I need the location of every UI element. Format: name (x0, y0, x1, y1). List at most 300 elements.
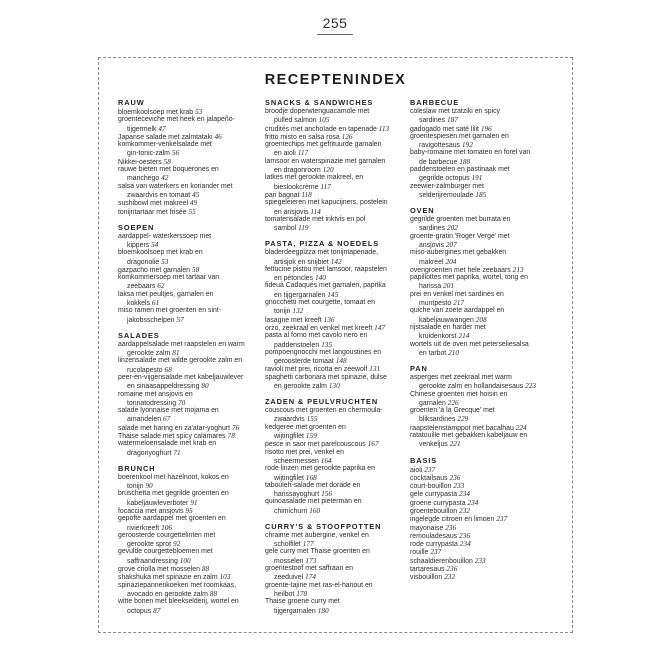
entry-line (118, 174, 260, 182)
entry-text: salsa van waterkers en koriander met (118, 182, 233, 190)
page-ref: 62 (157, 281, 165, 291)
entry-line (118, 607, 260, 615)
page-ref: 88 (209, 588, 218, 598)
index-entry (118, 440, 260, 457)
entry-line (410, 532, 565, 540)
entry-line (410, 482, 565, 490)
index-entry (265, 365, 407, 373)
page-ref: 68 (164, 364, 172, 374)
entry-text: manchego (127, 175, 160, 183)
entry-text: scheermessen (274, 457, 319, 465)
index-entry (410, 149, 565, 166)
index-entry (118, 166, 260, 183)
index-entry (410, 341, 565, 358)
entry-line (265, 166, 407, 174)
entry-text: saffraandressing (127, 557, 178, 565)
page-ref: 159 (305, 431, 317, 441)
entry-line (118, 490, 260, 498)
index-entry (410, 424, 565, 432)
page-ref: 78 (227, 431, 235, 441)
entry-line (265, 474, 407, 482)
entry-line (118, 208, 260, 216)
entry-line (265, 149, 407, 157)
entry-line (265, 407, 407, 415)
index-entry (118, 133, 260, 141)
entry-text: artisjok en snijbiet (274, 258, 329, 266)
entry-text: bieslookcrème (274, 183, 319, 191)
entry-text: grove criolla met mosselen (118, 566, 200, 574)
entry-text: rode linzen met gerookte paprika en (265, 465, 375, 473)
entry-line (265, 274, 407, 282)
index-section (410, 98, 565, 199)
index-entry (265, 498, 407, 515)
page-ref: 156 (321, 489, 333, 499)
index-entry (265, 174, 407, 191)
entry-line (410, 557, 565, 565)
index-entry (265, 482, 407, 499)
entry-text: tomatensalade met inktvis en pol (265, 215, 366, 223)
entry-text: kabeljauwwangen (419, 316, 474, 324)
entry-text: komkommersoep met tartaar van (118, 274, 220, 282)
entry-text: groentestoof met saffraan en (265, 565, 353, 573)
entry-text: groentespiesen met garnalen en (410, 132, 509, 140)
page-ref: 164 (320, 455, 332, 465)
entry-text: ravigottesaus (419, 142, 460, 150)
entry-text: ratatouille met gebakken kabeljauw en (410, 432, 528, 440)
entry-text: spaghetti carbonara met spinazie, dulse (265, 373, 387, 381)
entry-text: chimichurri (274, 507, 308, 515)
entry-line (410, 241, 565, 249)
entry-text: visbouillon (410, 574, 443, 582)
index-entry (265, 440, 407, 448)
index-entry (410, 133, 565, 150)
index-entry (410, 474, 565, 482)
entry-line (410, 141, 565, 149)
entry-text: dragonyoghurt (127, 449, 172, 457)
page-ref: 233 (453, 481, 465, 491)
entry-text: de barbecue (419, 158, 458, 166)
entry-line (265, 266, 407, 274)
entry-line (265, 208, 407, 216)
page-ref: 237 (496, 514, 508, 524)
page-ref: 67 (163, 414, 171, 424)
entry-line (118, 540, 260, 548)
entry-line (118, 291, 260, 299)
entry-line (410, 266, 565, 274)
entry-text: mayonaise (410, 524, 444, 532)
index-entry (118, 565, 260, 573)
entry-line (265, 490, 407, 498)
entry-text: kokkels (127, 300, 150, 308)
index-entry (410, 291, 565, 308)
index-entry (265, 565, 407, 582)
index-section (118, 98, 260, 216)
entry-text: aioli (410, 466, 423, 474)
section-heading: SOEPEN (118, 222, 155, 232)
entry-text: rauwe bieten met boquerones en (118, 166, 219, 174)
entry-text: rivierkreeft (127, 524, 160, 532)
page-ref: 81 (172, 348, 180, 358)
entry-line (410, 282, 565, 290)
page-ref: 208 (475, 314, 487, 324)
page-ref: 70 (177, 397, 186, 407)
entry-text: remouladesaus (410, 532, 458, 540)
entry-line (118, 341, 260, 349)
index-entry (410, 482, 565, 490)
page-ref: 233 (474, 555, 486, 565)
entry-text: cocktailsaus (410, 474, 448, 482)
entry-line (265, 424, 407, 432)
entry-line (410, 524, 565, 532)
entry-line (265, 465, 407, 473)
entry-text: pesce in saor met parelcouscous (265, 441, 366, 449)
page-ref: 92 (172, 539, 181, 549)
entry-line (118, 141, 260, 149)
entry-text: groene currypasta (410, 499, 466, 507)
entry-text: pompoengnocchi met langoustines en (265, 348, 382, 356)
entry-line (410, 349, 565, 357)
entry-text: coleslaw met tzatziki en spicy (410, 108, 500, 115)
entry-line (265, 365, 407, 373)
entry-text: risotto met prei, venkel en (265, 448, 344, 456)
entry-line (410, 474, 565, 482)
index-entry (118, 158, 260, 166)
entry-line (118, 125, 260, 133)
index-entry (118, 515, 260, 532)
entry-text: witte bonen met bleekselderij, wortel en (118, 598, 239, 606)
entry-text: en aioli (274, 150, 296, 158)
entry-line (118, 557, 260, 565)
entry-line (118, 108, 260, 116)
entry-line (410, 216, 565, 224)
entry-text: asperges met zeekraal met warm (410, 374, 512, 381)
entry-text: ovengroenten met hele zeebaars (410, 266, 511, 274)
page-ref: 106 (161, 522, 173, 532)
index-entry (265, 449, 407, 466)
index-entry (118, 249, 260, 266)
entry-text: groente-tajine met ras-el-hanout en (265, 581, 373, 589)
entry-line (265, 449, 407, 457)
entry-line (118, 449, 260, 457)
entry-text: pasta al forno met cavolo nero en (265, 332, 368, 340)
index-entry (265, 332, 407, 349)
page-ref: 58 (163, 156, 171, 166)
index-column-middle (265, 98, 407, 615)
page-ref: 117 (297, 148, 309, 158)
entry-text: latkes met gerookte makreel, en (265, 174, 364, 182)
index-entry (410, 108, 565, 125)
page-ref: 142 (330, 256, 342, 266)
entry-text: court-bouillon (410, 483, 452, 491)
entry-line (118, 573, 260, 581)
entry-line (265, 125, 407, 133)
entry-text: en gerookte zalm (274, 383, 327, 391)
index-section (410, 364, 565, 449)
page-ref: 174 (305, 572, 316, 582)
page-ref: 130 (328, 381, 340, 391)
index-entry (118, 266, 260, 274)
entry-line (118, 191, 260, 199)
entry-text: rode currypasta (410, 541, 458, 549)
index-entry (265, 125, 407, 133)
entry-line (118, 582, 260, 590)
entry-line (265, 432, 407, 440)
entry-text: orzo, zeekraal en venkel met kreeft (265, 324, 373, 332)
entry-text: tartaresaus (410, 566, 445, 574)
index-entry (118, 424, 260, 432)
entry-text: groentebouillon (410, 508, 458, 515)
section-heading: CURRY'S & STOOFPOTTEN (265, 521, 382, 531)
page-ref: 57 (176, 314, 184, 324)
entry-line (118, 266, 260, 274)
entry-text: bruschetta met gegrilde groenten en (118, 490, 229, 498)
entry-text: rijstsalade en harder met (410, 323, 486, 331)
page-ref: 232 (459, 506, 470, 515)
index-entry (410, 391, 565, 408)
entry-text: zwaardvis en tomaat (127, 191, 191, 199)
entry-text: sushibowl met makreel (118, 200, 189, 208)
entry-text: schaaldierenbouillon (410, 557, 473, 565)
index-entry (118, 341, 260, 358)
entry-line (410, 249, 565, 257)
entry-line (410, 191, 565, 199)
entry-text: lamsoor en waterspinazie met garnalen (265, 157, 386, 165)
page-ref: 213 (512, 264, 524, 274)
entry-text: sardines (419, 225, 446, 233)
entry-text: gegrilde groenten met burrata en (410, 216, 511, 224)
entry-line (265, 607, 407, 615)
entry-text: bloemkoolsoep met krab en (118, 249, 203, 257)
page-ref: 55 (188, 206, 196, 216)
entry-text: focaccia met ansjovis (118, 508, 184, 515)
entry-line (410, 324, 565, 332)
page-ref: 45 (192, 189, 200, 199)
entry-line (410, 224, 565, 232)
page-ref: 192 (461, 140, 473, 150)
entry-line (265, 565, 407, 573)
entry-line (265, 224, 407, 232)
page-ref: 56 (171, 148, 180, 158)
page-ref: 103 (219, 572, 231, 582)
page-ref: 58 (191, 264, 200, 274)
index-entry (410, 374, 565, 391)
entry-text: selderijremoulade (419, 191, 474, 199)
entry-text: harissa (419, 283, 442, 291)
page-ref: 46 (214, 131, 222, 141)
page-ref: 135 (321, 339, 333, 349)
entry-text: miso ramen met groenten en sint- (118, 307, 222, 315)
entry-line (265, 548, 407, 556)
index-entry (410, 466, 565, 474)
entry-line (265, 216, 407, 224)
entry-line (118, 233, 260, 241)
index-entry (410, 166, 565, 183)
entry-text: salade lyonnaise met mojama en (118, 407, 219, 415)
entry-line (118, 366, 260, 374)
page-ref: 185 (475, 189, 487, 199)
index-entry (118, 233, 260, 250)
entry-line (410, 316, 565, 324)
page-ref: 214 (458, 331, 470, 341)
entry-text: en tijgergarnalen (274, 291, 326, 299)
entry-text: gadogado met saté lilit (410, 125, 479, 133)
index-entry (118, 307, 260, 324)
page-ref: 42 (161, 173, 169, 183)
entry-text: sambol (274, 225, 297, 233)
entry-text: gerookte zalm (127, 350, 171, 358)
entry-text: aardappel- waterkerssoep met (118, 232, 212, 240)
page-ref: 145 (327, 289, 339, 299)
entry-line (410, 407, 565, 415)
entry-line (410, 548, 565, 556)
index-entry (118, 183, 260, 200)
index-entry (118, 490, 260, 507)
entry-line (410, 573, 565, 581)
section-heading: SNACKS & SANDWICHES (265, 98, 374, 107)
index-entry (265, 299, 407, 316)
page-ref: 204 (445, 256, 457, 266)
index-entry (265, 548, 407, 565)
page-ref: 191 (471, 173, 483, 183)
entry-text: lasagne met kreeft (265, 316, 322, 324)
entry-text: groenten 'à la Grecque' met (410, 407, 495, 415)
index-entry (265, 598, 407, 615)
index-entry (410, 183, 565, 200)
entry-text: tijgermelk (127, 125, 157, 133)
index-entry (410, 125, 565, 133)
entry-line (410, 299, 565, 307)
page-ref: 187 (446, 115, 458, 125)
entry-line (265, 332, 407, 340)
entry-text: spiegeleieren met kapucijners, postelein (265, 199, 388, 207)
page-ref: 236 (446, 564, 458, 574)
index-section (265, 98, 407, 232)
entry-line (410, 183, 565, 191)
page-ref: 188 (459, 156, 471, 166)
entry-text: Chinese groenten met hoisin en (410, 390, 508, 398)
page-ref: 236 (459, 530, 470, 540)
entry-text: gevulde courgettebloemen met (118, 548, 213, 556)
section-heading: BARBECUE (410, 98, 460, 107)
index-entry (118, 548, 260, 565)
entry-line (265, 291, 407, 299)
entry-line (410, 174, 565, 182)
entry-text: raapstelenstamppot met bacalhau (410, 424, 514, 432)
section-heading: PAN (410, 364, 428, 373)
entry-line (265, 316, 407, 324)
entry-line (118, 532, 260, 540)
page-ref: 126 (341, 131, 353, 141)
entry-text: baby-romaine met tomaten en forel van (410, 149, 531, 157)
index-section (265, 239, 407, 390)
entry-text: komkommer-venkelsalade met (118, 141, 212, 149)
index-section (118, 331, 260, 457)
entry-text: zeebaars (127, 283, 156, 291)
index-entry (118, 573, 260, 581)
entry-line (265, 382, 407, 390)
index-entry (410, 565, 565, 573)
index-entry (265, 465, 407, 482)
entry-line (118, 524, 260, 532)
index-section (410, 456, 565, 582)
entry-text: bloemkoolsoep met krab (118, 109, 194, 116)
entry-text: Nikkei-oesters (118, 158, 162, 166)
index-entry (265, 324, 407, 332)
entry-text: en tarbot (419, 349, 447, 357)
index-entry (265, 216, 407, 233)
page-ref: 229 (457, 414, 469, 424)
entry-line (410, 149, 565, 157)
entry-text: ansjovis (419, 242, 444, 249)
page-ref: 224 (515, 422, 527, 432)
entry-line (410, 391, 565, 399)
index-entry (118, 291, 260, 308)
page-ref: 221 (449, 439, 461, 449)
entry-text: en ansjovis (274, 208, 309, 216)
entry-line (118, 183, 260, 191)
page-ref: 90 (145, 481, 153, 491)
entry-text: venkeljus (419, 441, 448, 449)
index-entry (118, 141, 260, 158)
index-entry (410, 548, 565, 556)
entry-text: salade met haring en za'atar-yoghurt (118, 424, 231, 432)
entry-line (118, 133, 260, 141)
entry-text: crudités met anchoïade en tapenade (265, 125, 377, 133)
entry-text: kedgeree met groenten en (265, 423, 346, 431)
entry-line (410, 499, 565, 507)
entry-text: geroosterde courgettelinten met (118, 531, 216, 539)
entry-text: gin-tonic-zalm (127, 150, 170, 158)
entry-text: gegrilde octopus (419, 175, 470, 183)
entry-text: linzensalade met wilde gerookte zalm en (118, 357, 243, 365)
entry-line (118, 374, 260, 382)
entry-text: zeeduivel (274, 574, 304, 582)
entry-text: ravioli met prei, ricotta en zeewolf (265, 366, 368, 374)
section-heading: RAUW (118, 98, 145, 107)
page-ref: 177 (302, 539, 314, 549)
index-entry (410, 573, 565, 581)
entry-text: miso-aubergines met gebakken (410, 249, 507, 257)
index-entry (410, 216, 565, 233)
entry-line (118, 399, 260, 407)
index-entry (265, 374, 407, 391)
entry-line (410, 108, 565, 116)
page-ref: 53 (161, 256, 169, 266)
page-ref: 237 (424, 464, 436, 474)
entry-text: bliksardines (419, 416, 456, 424)
entry-text: harissayoghurt (274, 491, 320, 499)
entry-text: couscous met groenten en chermoula- (265, 407, 383, 415)
entry-line (118, 299, 260, 307)
page-ref: 167 (367, 439, 379, 449)
index-entry (410, 307, 565, 324)
page-ref: 54 (151, 240, 159, 249)
index-entry (265, 316, 407, 324)
page-ref: 120 (322, 165, 334, 175)
entry-line (118, 440, 260, 448)
entry-text: boerenkool met hazelnoot, kokos en (118, 473, 229, 481)
entry-line (410, 440, 565, 448)
entry-line (118, 357, 260, 365)
entry-text: shakshuka met spinazie en zalm (118, 574, 218, 582)
index-column-left (118, 98, 260, 615)
page-ref: 226 (447, 397, 459, 407)
page-ref: 201 (443, 281, 455, 291)
index-entry (410, 557, 565, 565)
entry-line (118, 241, 260, 249)
entry-text: gerookte zalm en hollandaisesaus (419, 383, 524, 391)
index-section (118, 464, 260, 615)
